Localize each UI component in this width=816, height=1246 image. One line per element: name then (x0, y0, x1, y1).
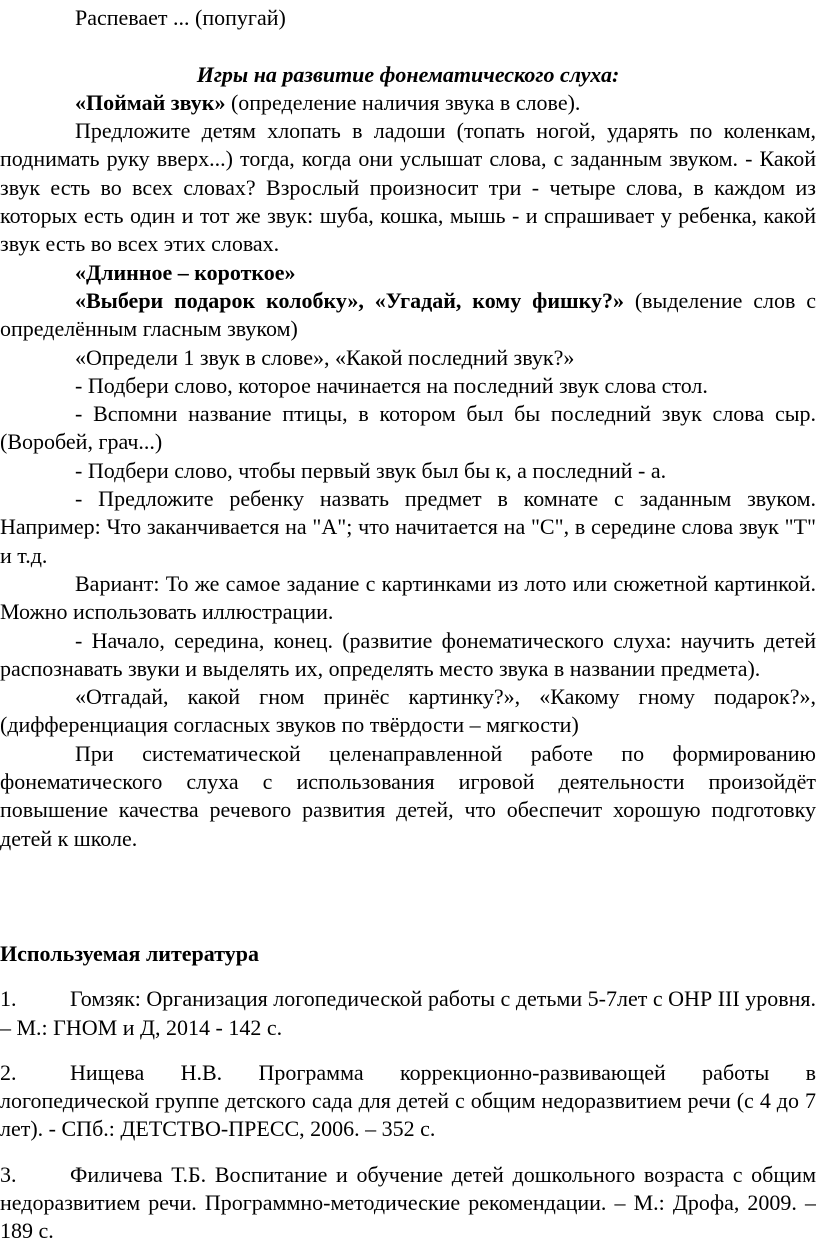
paragraph: - Начало, середина, конец. (развитие фонематического слуха: научить детей распознавать звуки и выделять их, определять место звука в названии предмета). (0, 627, 816, 681)
game-desc: (выделение слов с определённым гласным звуком) (0, 287, 816, 342)
paragraph: - Подбери слово, которое начинается на последний звук слова стол. (75, 372, 708, 398)
reference-text: Нищева Н.В. Программа коррекционно-развивающей работы в логопедической группе детского сада для детей с общим недоразвитием речи (с 4 до 7 лет). - СПб.: ДЕТСТВО-ПРЕСС, 2006. – 352 с. (0, 1059, 816, 1142)
paragraph: При систематической целенаправленной работе по формированию фонематического слуха с использования игровой деятельности произойдёт повышение качества речевого развития детей, что обеспечит хорошую подготовку детей к школе. (0, 740, 816, 851)
game-title: «Длинное – короткое» (75, 259, 296, 285)
game-title: «Поймай звук» (75, 89, 226, 115)
game-desc: (определение наличия звука в слове). (225, 89, 581, 115)
reference-text: Филичева Т.Б. Воспитание и обучение детей дошкольного возраста с общим недоразвитием речи. Программно-методические рекомендации. – М.: Дрофа, 2009. – 189 с. (0, 1161, 816, 1244)
reference-number: 2. (0, 1059, 17, 1085)
paragraph: - Вспомни название птицы, в котором был бы последний звук слова сыр. (Воробей, грач...) (0, 401, 816, 455)
section-heading: Игры на развитие фонематического слуха: (196, 61, 620, 87)
game-long-short (0, 259, 816, 287)
intro-line: Распевает ... (попугай) (75, 5, 286, 30)
spacer (0, 853, 816, 940)
game-kolobok (0, 287, 816, 344)
literature-heading: Используемая литература (0, 940, 259, 966)
paragraph: - Предложите ребенку назвать предмет в комнате с заданным звуком. Например: Что заканчивается на "А"; что начитается на "С", в середине слова звук "Т" и т.д. (0, 486, 816, 568)
reference-number: 1. (0, 986, 17, 1012)
game-catch-sound (0, 89, 816, 117)
paragraph: «Отгадай, какой гном принёс картинку?», «Какому гному подарок?», (дифференциация согласных звуков по твёрдости – мягкости) (0, 684, 816, 738)
reference-item (0, 1161, 816, 1246)
paragraph: Вариант: То же самое задание с картинками из лото или сюжетной картинкой. Можно использовать иллюстрации. (0, 570, 816, 625)
reference-item (0, 1059, 816, 1144)
paragraph: «Определи 1 звук в слове», «Какой последний звук?» (75, 344, 575, 370)
reference-number: 3. (0, 1161, 17, 1187)
game-title: «Выбери подарок колобку», «Угадай, кому фишку?» (75, 287, 624, 313)
paragraph: Предложите детям хлопать в ладоши (топать ногой, ударять по коленкам, поднимать руку вверх...) тогда, когда они услышат слова, с заданным звуком. - Какой звук есть во всех словах? Взрослый произносит три - четыре слова, в каждом из которых есть один и тот же звук: шуба, кошка, мышь - и спрашивает у ребенка, какой звук есть во всех этих словах. (0, 118, 816, 257)
blank-line (0, 32, 816, 60)
paragraph: - Подбери слово, чтобы первый звук был бы к, а последний - а. (75, 457, 667, 483)
reference-item (0, 985, 816, 1042)
reference-text: Гомзяк: Организация логопедической работы с детьми 5-7лет с ОНР III уровня. – М.: ГНОМ и Д, 2014 - 142 с. (0, 986, 816, 1040)
